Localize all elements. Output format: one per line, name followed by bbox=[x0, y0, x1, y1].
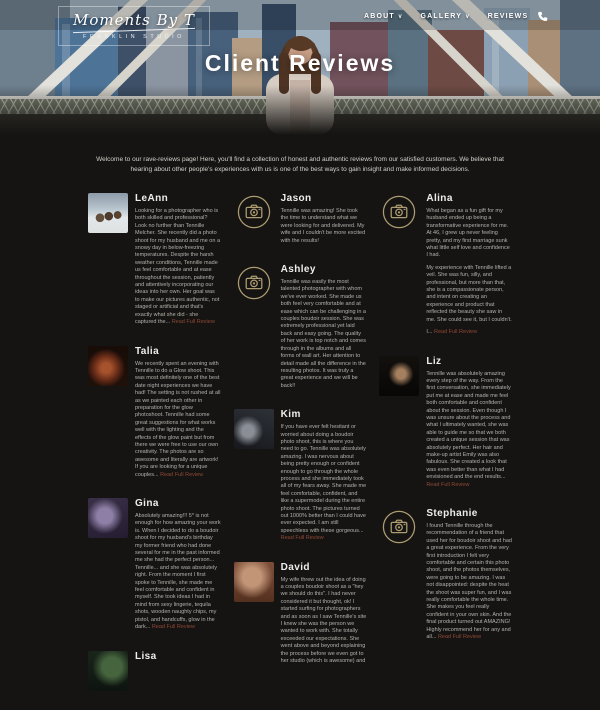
review-body bbox=[426, 193, 512, 337]
review-card bbox=[234, 264, 367, 390]
read-full-review-link[interactable]: Read Full Review bbox=[280, 535, 324, 542]
review-card bbox=[88, 498, 221, 632]
review-body bbox=[281, 193, 367, 245]
reviewer-name: David bbox=[280, 561, 310, 573]
main-nav bbox=[364, 13, 528, 20]
review-body bbox=[135, 346, 221, 480]
reviewer-name: LeAnn bbox=[135, 193, 169, 204]
reviews-column bbox=[234, 193, 367, 710]
read-full-review-link[interactable]: Read Full Review bbox=[158, 471, 204, 478]
review-card bbox=[234, 562, 367, 666]
camera-placeholder-icon bbox=[234, 193, 274, 233]
reviewer-name: Gina bbox=[135, 498, 159, 509]
review-body bbox=[426, 356, 512, 490]
review-card bbox=[234, 193, 367, 245]
nav-item-label: ABOUT bbox=[364, 13, 395, 20]
reviewer-name: Jason bbox=[280, 193, 312, 204]
review-photo-thumbnail[interactable] bbox=[88, 498, 128, 538]
review-card bbox=[88, 651, 221, 691]
reviews-column bbox=[88, 193, 221, 710]
review-body bbox=[281, 409, 367, 543]
read-full-review-link[interactable]: Read Full Review bbox=[150, 624, 195, 631]
reviewer-name: Alina bbox=[426, 193, 453, 204]
review-photo-thumbnail[interactable] bbox=[88, 346, 128, 386]
review-body bbox=[135, 651, 157, 666]
reviews-grid bbox=[0, 193, 600, 710]
nav-item-label: REVIEWS bbox=[487, 13, 529, 20]
review-text: Tennille was amazing! She took the time to understand what we were looking for and delivered. My wife and I couldn't be more excited with the results! bbox=[280, 208, 366, 244]
reviewer-name: Stephanie bbox=[426, 508, 478, 519]
brand-logo[interactable] bbox=[58, 6, 210, 46]
nav-item-gallery[interactable] bbox=[420, 13, 470, 20]
review-text: Tennille was absolutely amazing every step of the way. From the first conversation, she immediately put me at ease and made me feel both comfortable and confident about the session. Even though I was unsure about the process and what I ultimately wanted, she was able to guide me so that we both created a unique session that was absolutely perfect. Her hair and make-up artist Emily was also fabulous. She created a look that was even better than what I had envisioned and the end results... Read Full Review bbox=[426, 370, 511, 488]
review-text: Absolutely amazing!!! 5* is not enough for how amazing your work is. When I decided to do a boudoir shoot for my husband's birthday my former friend who had done several for me in the past informed me she had the perfect person... Tennille... and she was absolutely right. From the moment I first spoke to Tennille, she made me feel comfortable and confident in myself. She took ideas I had in mind from sexy lingerie, tequila shots, wooden naughty chips, my pistol, and handcuffs, glow in the dark... Read Full Review bbox=[135, 513, 221, 631]
camera-placeholder-icon bbox=[234, 264, 274, 304]
review-body bbox=[281, 264, 367, 390]
review-photo-thumbnail[interactable] bbox=[88, 651, 128, 691]
review-text: I found Tennille through the recommendation of a friend that used her for boudoir shoot and had a great experience. From the very first introduction I felt very comfortable and certain this photo shoot, and the photos themselves, were going to be amazing. I was not disappointed: despite the heat the shoot was super fun, and I was really comfortable the whole time. She makes you feel really confident in your own skin. And the final product turned out AMAZING! Highly recommend her for any and all... Read Full Review bbox=[426, 523, 512, 641]
review-card bbox=[88, 193, 221, 327]
reviews-column bbox=[379, 193, 512, 710]
review-card bbox=[379, 508, 512, 642]
review-photo-thumbnail[interactable] bbox=[234, 562, 274, 602]
hero-header bbox=[0, 0, 600, 135]
chevron-down-icon: ∨ bbox=[397, 13, 404, 20]
review-body bbox=[281, 562, 367, 666]
review-card bbox=[379, 356, 512, 490]
review-card bbox=[379, 193, 512, 337]
reviewer-name: Liz bbox=[426, 355, 442, 367]
reviewer-name: Ashley bbox=[280, 264, 316, 276]
chevron-down-icon: ∨ bbox=[465, 13, 471, 20]
review-photo-thumbnail[interactable] bbox=[234, 409, 274, 449]
review-text: My wife threw out the idea of doing a couples boudoir shoot as a "hey we should do this". I had never considered it but thought, ok! I started surfing for photographers and as soon as I saw Tennille's site I knew she was the person we wanted to work with. She totally exceeded our expectations. She went above and beyond explaining the process before we even got to her studio (which is awesome) and bbox=[280, 576, 367, 665]
review-body bbox=[135, 193, 221, 327]
review-text: Looking for a photographer who is both skilled and professional? Look no further than Tennille Melcher. She recently did a photo shoot for my husband and me on a snowy day in below-freezing temperatures. Despite the harsh weather conditions, Tennille made us feel comfortable and at ease throughout the session, patiently and attentively incorporating our ideas into her own. Her goal was to make our pictures authentic, not staged or artificial and that's exactly what she did - she captured the... Read Full Review bbox=[135, 208, 220, 326]
review-text: What began as a fun gift for my husband ended up being a transformative experience for me. At 46, I grew up never feeling pretty, and my first marriage sunk what little self love and confidence I had. bbox=[426, 208, 510, 259]
review-text: We recently spent an evening with Tennille to do a Glow shoot. This was most definitely one of the best date night experiences we have had! The setting is not rushed at all as we painted each other in preparation for the glow photoshoot. Tennille had some great suggestions for what works well with the lighting and the effects of the glow paint but from there we were free to use our own creativity. The photos are so awesome and literally are artwork! If you are looking for a unique couples... Read Full Review bbox=[135, 360, 221, 478]
read-full-review-link[interactable]: Read Full Review bbox=[436, 634, 482, 641]
review-text: I... Read Full Review bbox=[426, 329, 478, 336]
brand-name: Moments By T bbox=[73, 11, 195, 29]
review-card bbox=[88, 346, 221, 480]
phone-icon[interactable] bbox=[537, 9, 548, 27]
review-text: Tennille was easily the most talented photographer with whom we've ever worked. She made us both feel very comfortable and at ease which can be challenging in a couples boudoir session. She was extremely professional yet laid back and easy going. The quality of her work is top notch and comes through in the albums and all forms of wall art. Her attention to detail made all the difference in the resulting photos. It was truly a great experience and we will be back!! bbox=[280, 279, 366, 389]
reviewer-name: Lisa bbox=[135, 650, 157, 662]
reviewer-name: Kim bbox=[280, 409, 301, 421]
review-card bbox=[234, 409, 367, 543]
intro-text: Welcome to our rave-reviews page! Here, you'll find a collection of honest and authentic reviews from our satisfied customers. We believe that hearing about other people's experiences with us is one of the best ways to gain insight and make informed decisions. bbox=[96, 156, 504, 173]
review-body bbox=[426, 508, 512, 642]
camera-placeholder-icon bbox=[379, 193, 419, 233]
review-body bbox=[135, 498, 221, 632]
review-text: If you have ever felt hesitant or worried about doing a boudoir photo shoot, this is where you need to go. Tennille was absolutely amazing. I was nervous about being pretty enough or confident enough to go through the whole process and she immediately took all of my fears away. She made me feel comfortable, confident, and like a supermodel during the entire photo shoot. The pictures turned out 1000% better than I could have ever expected. I am still speechless with these gorgeous... Read Full Review bbox=[280, 424, 367, 542]
review-text: My experience with Tennille lifted a veil. She was fun, silly, and professional, but more than that, she is a compassionate person, and intent on creating an experience and product that reflected the beauty she saw in me. She could see it, but I couldn't. bbox=[426, 264, 512, 323]
review-photo-thumbnail[interactable] bbox=[88, 193, 128, 233]
review-photo-thumbnail[interactable] bbox=[379, 356, 419, 396]
brand-subtitle: FRANKLIN STUDIO bbox=[82, 34, 185, 40]
read-full-review-link[interactable]: Read Full Review bbox=[432, 329, 478, 336]
page-title: Client Reviews bbox=[204, 50, 396, 76]
nav-item-reviews[interactable] bbox=[488, 13, 529, 20]
nav-item-about[interactable] bbox=[364, 13, 403, 20]
read-full-review-link[interactable]: Read Full Review bbox=[426, 481, 470, 488]
reviews-main bbox=[0, 155, 600, 710]
read-full-review-link[interactable]: Read Full Review bbox=[170, 319, 215, 326]
camera-placeholder-icon bbox=[379, 508, 419, 548]
reviewer-name: Talia bbox=[135, 345, 160, 357]
nav-item-label: GALLERY bbox=[420, 13, 463, 20]
